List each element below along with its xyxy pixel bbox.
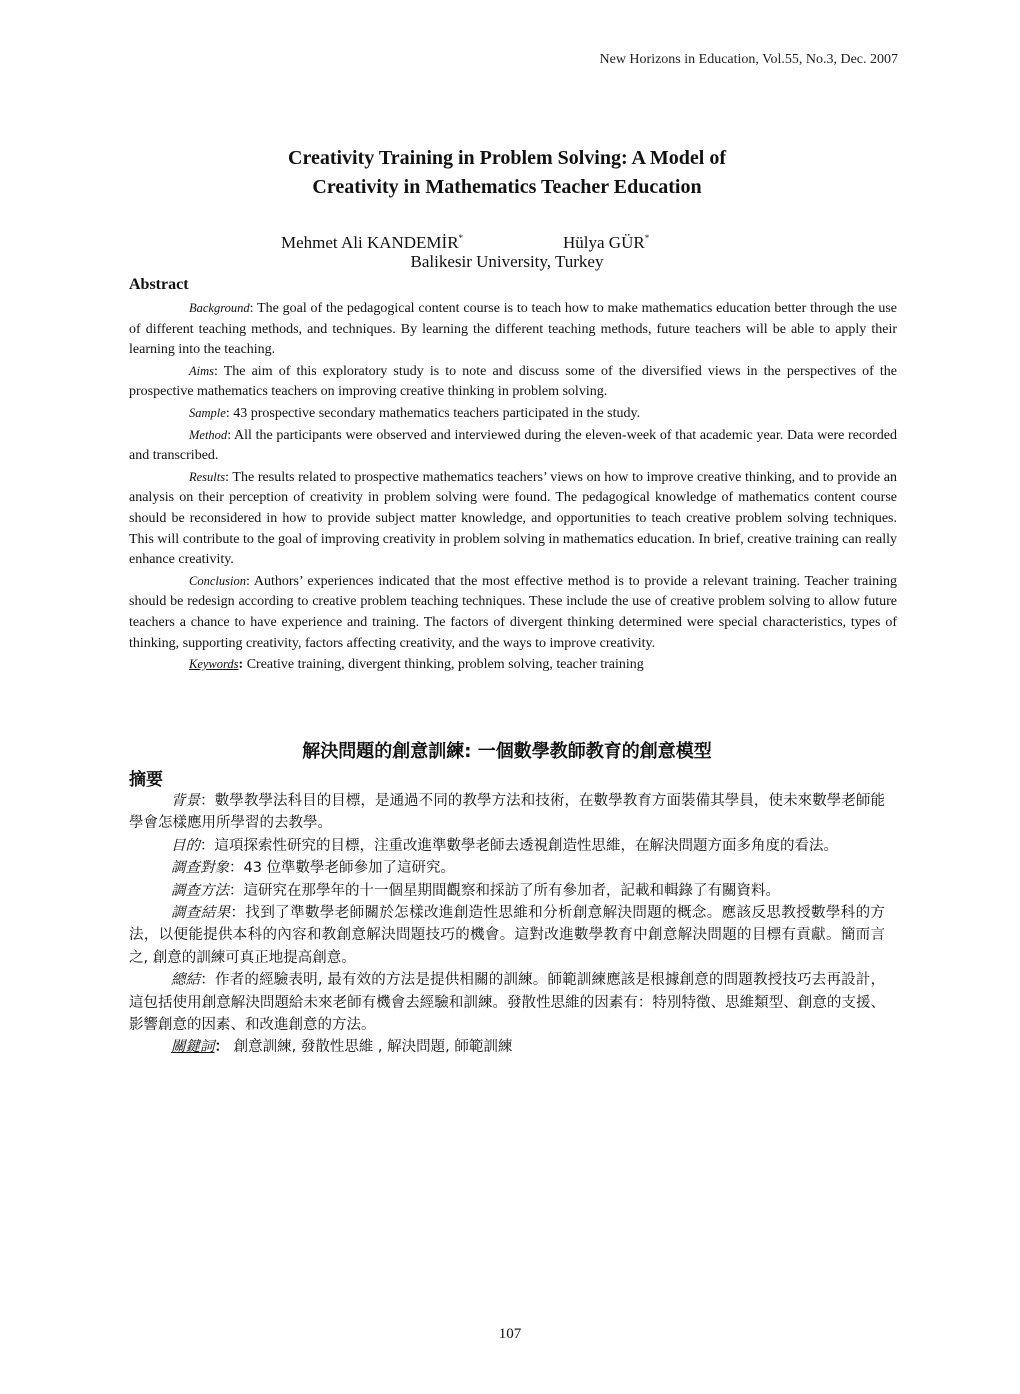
abstract-sample bbox=[129, 403, 897, 425]
abstract-results bbox=[129, 467, 897, 571]
abstract-conclusion bbox=[129, 571, 897, 654]
section-label: Aims bbox=[189, 363, 214, 378]
section-label: 調查結果 bbox=[171, 905, 231, 922]
section-text: : The results related to prospective mathematics teachers’ views on how to improve creative thinking, and to provide an analysis on their perception of creativity in problem solving were found. The pedagogical knowledge of mathematics content course should be reconsidered in how to provide subject matter knowledge, and opportunities to teach creative problem solving techniques. This will contribute to the goal of improving creativity in problem solving in mathematics education. In brief, creative training can really enhance creativity. bbox=[129, 469, 897, 568]
zh-sample bbox=[129, 857, 885, 879]
section-text: : The aim of this exploratory study is to note and discuss some of the diversified views in the perspectives of the prospective mathematics teachers on improving creative thinking in problem solving. bbox=[129, 363, 897, 400]
paper-title bbox=[129, 144, 885, 202]
abstract-aims bbox=[129, 361, 897, 403]
abstract-heading: Abstract bbox=[129, 276, 189, 293]
affiliation: Balikesir University, Turkey bbox=[410, 252, 604, 271]
section-label: 總結 bbox=[171, 972, 201, 989]
author-1 bbox=[281, 226, 463, 255]
author-2 bbox=[563, 226, 649, 255]
section-text: ：找到了準數學老師關於怎樣改進創造性思維和分析創意解決問題的概念。應該反思教授數學科的方法，以便能提供本科的內容和教創意解決問題技巧的機會。這對改進數學教育中創意解決問題的目標有貢獻。簡而言之, 創意的訓練可真正地提高創意。 bbox=[129, 905, 886, 966]
section-label: Conclusion bbox=[189, 573, 246, 588]
author-2-name: Hülya GÜR bbox=[563, 233, 645, 252]
section-text: : Authors’ experiences indicated that the most effective method is to provide a relevant training. Teacher training should be redesign according to creative problem teaching techniques. These include the use of creative problem solving to allow future teachers a chance to have experience and training. The factors of divergent thinking determined were special characteristics, types of thinking, supporting creativity, factors affecting creativity, and the ways to improve creativity. bbox=[129, 573, 897, 651]
author-line bbox=[129, 226, 885, 250]
zh-conclusion bbox=[129, 969, 885, 1036]
section-text: ：數學教學法科目的目標，是通過不同的教學方法和技術，在數學教育方面裝備其學員，使未來數學老師能學會怎樣應用所學習的去教學。 bbox=[129, 793, 886, 832]
keywords-colon: : bbox=[238, 657, 244, 673]
keywords-label: Keywords bbox=[189, 657, 239, 672]
section-label: Background bbox=[189, 301, 250, 315]
chinese-abstract-heading: 摘要 bbox=[129, 770, 163, 790]
journal-header: New Horizons in Education, Vol.55, No.3, Dec. 2007 bbox=[599, 52, 898, 67]
title-line-1: Creativity Training in Problem Solving: A Model of bbox=[288, 147, 726, 169]
keywords-colon: ： bbox=[214, 1039, 229, 1056]
title-line-2: Creativity in Mathematics Teacher Education bbox=[312, 176, 702, 198]
section-label: 調查對象 bbox=[171, 860, 229, 877]
author-2-mark: * bbox=[644, 233, 650, 243]
abstract-keywords bbox=[129, 654, 897, 676]
zh-results bbox=[129, 902, 885, 969]
keywords-text: 創意訓練, 發散性思維 , 解決問題, 師範訓練 bbox=[229, 1039, 513, 1056]
abstract-body bbox=[129, 298, 897, 676]
section-text: : 43 prospective secondary mathematics teachers participated in the study. bbox=[225, 405, 641, 421]
section-text: : All the participants were observed and interviewed during the eleven-week of that academic year. Data were recorded and transcribed. bbox=[129, 427, 897, 464]
author-1-name: Mehmet Ali KANDEMİR bbox=[281, 233, 459, 252]
section-label: 目的 bbox=[171, 837, 200, 854]
page-number: 107 bbox=[498, 1326, 522, 1342]
section-label: 調查方法 bbox=[171, 882, 229, 899]
section-text: ：這項探索性研究的目標，注重改進準數學老師去透視創造性思維，在解決問題方面多角度的看法。 bbox=[200, 837, 838, 854]
zh-method bbox=[129, 880, 885, 902]
abstract-background bbox=[129, 298, 897, 361]
abstract-method bbox=[129, 425, 897, 467]
zh-aims bbox=[129, 835, 885, 857]
section-text: : The goal of the pedagogical content course is to teach how to make mathematics education better through the use of different teaching methods, and techniques. By learning the different teaching methods, future teachers will be able to apply their learning into the teaching. bbox=[129, 301, 897, 358]
section-label: Method bbox=[189, 427, 228, 442]
keywords-label: 關鍵詞 bbox=[171, 1039, 215, 1056]
zh-keywords bbox=[129, 1036, 885, 1058]
author-block bbox=[129, 226, 885, 274]
section-label: 背景 bbox=[171, 793, 201, 809]
section-text: ：43 位準數學老師參加了這研究。 bbox=[229, 860, 456, 877]
author-1-mark: * bbox=[458, 233, 464, 243]
zh-background bbox=[129, 790, 885, 835]
chinese-abstract-body bbox=[129, 790, 885, 1059]
section-label: Results bbox=[189, 469, 226, 484]
section-label: Sample bbox=[189, 405, 226, 420]
section-text: ：這研究在那學年的十一個星期間觀察和採訪了所有參加者，記載和輯錄了有關資料。 bbox=[229, 882, 780, 899]
section-text: ：作者的經驗表明, 最有效的方法是提供相關的訓練。師範訓練應該是根據創意的問題教授技巧去再設計，這包括使用創意解決問題給未來老師有機會去經驗和訓練。發散性思維的因素有：特別特徵、思維類型、創意的支援、影響創意的因素、和改進創意的方法。 bbox=[129, 972, 886, 1034]
chinese-title: 解決問題的創意訓練: 一個數學教師教育的創意模型 bbox=[302, 741, 712, 762]
keywords-text: Creative training, divergent thinking, problem solving, teacher training bbox=[243, 657, 644, 673]
